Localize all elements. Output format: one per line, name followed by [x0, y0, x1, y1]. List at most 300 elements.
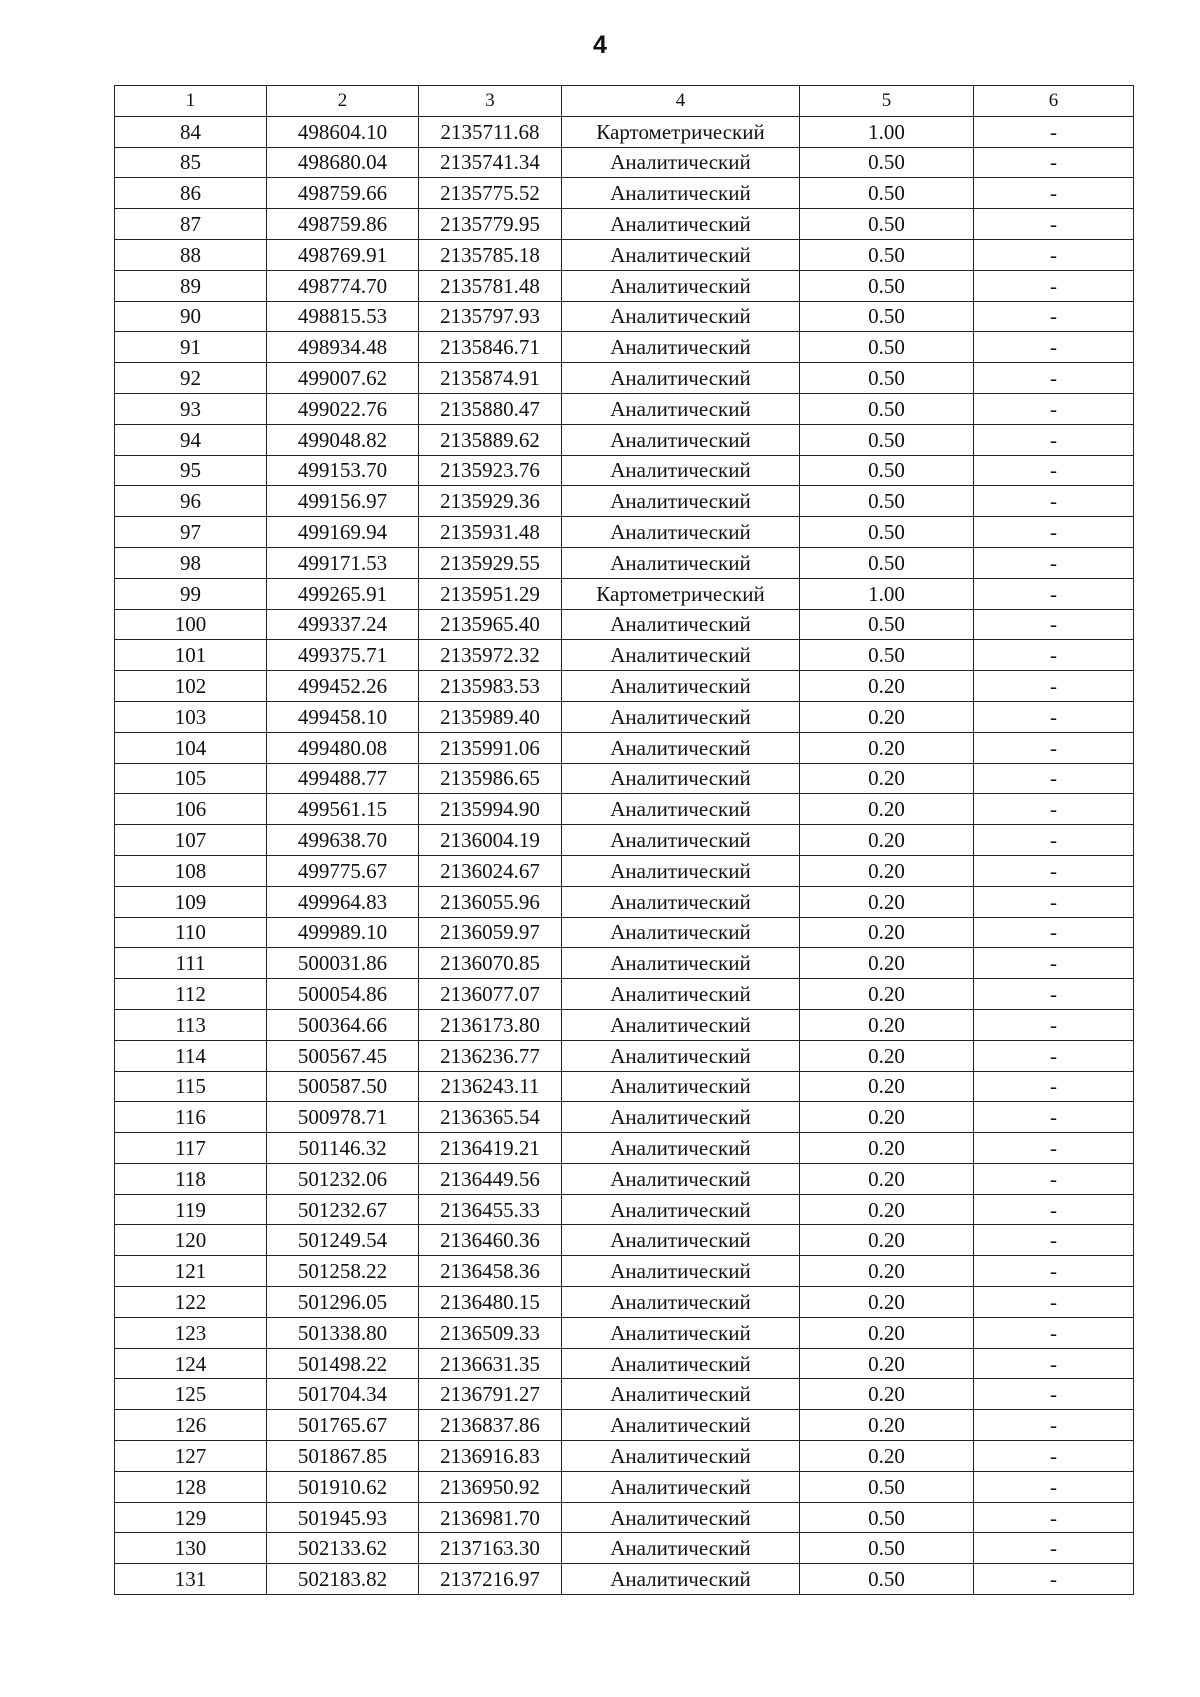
x-coordinate-cell: 501498.22 — [267, 1348, 419, 1379]
method-cell: Аналитический — [562, 1502, 800, 1533]
x-coordinate-cell: 499153.70 — [267, 455, 419, 486]
table-row — [115, 1287, 1134, 1318]
x-coordinate-cell: 501146.32 — [267, 1133, 419, 1164]
table-row — [115, 363, 1134, 394]
y-coordinate-cell: 2135965.40 — [419, 609, 562, 640]
point-number-cell: 101 — [115, 640, 267, 671]
point-number-cell: 121 — [115, 1256, 267, 1287]
x-coordinate-cell: 501232.67 — [267, 1194, 419, 1225]
description-cell: - — [974, 855, 1134, 886]
accuracy-cell: 0.20 — [800, 1379, 974, 1410]
y-coordinate-cell: 2135781.48 — [419, 270, 562, 301]
method-cell: Аналитический — [562, 1225, 800, 1256]
table-row — [115, 178, 1134, 209]
description-cell: - — [974, 1040, 1134, 1071]
table-row — [115, 1564, 1134, 1595]
y-coordinate-cell: 2136077.07 — [419, 979, 562, 1010]
method-cell: Аналитический — [562, 1410, 800, 1441]
method-cell: Аналитический — [562, 917, 800, 948]
method-cell: Аналитический — [562, 1471, 800, 1502]
accuracy-cell: 0.20 — [800, 701, 974, 732]
method-cell: Аналитический — [562, 671, 800, 702]
table-body — [115, 116, 1134, 1594]
point-number-cell: 131 — [115, 1564, 267, 1595]
x-coordinate-cell: 499022.76 — [267, 393, 419, 424]
y-coordinate-cell: 2136916.83 — [419, 1441, 562, 1472]
point-number-cell: 93 — [115, 393, 267, 424]
x-coordinate-cell: 499452.26 — [267, 671, 419, 702]
point-number-cell: 109 — [115, 886, 267, 917]
y-coordinate-cell: 2135889.62 — [419, 424, 562, 455]
accuracy-cell: 0.20 — [800, 825, 974, 856]
x-coordinate-cell: 500031.86 — [267, 948, 419, 979]
table-row — [115, 763, 1134, 794]
description-cell: - — [974, 147, 1134, 178]
y-coordinate-cell: 2135923.76 — [419, 455, 562, 486]
x-coordinate-cell: 501765.67 — [267, 1410, 419, 1441]
point-number-cell: 104 — [115, 732, 267, 763]
point-number-cell: 89 — [115, 270, 267, 301]
description-cell: - — [974, 701, 1134, 732]
method-cell: Аналитический — [562, 1564, 800, 1595]
accuracy-cell: 0.20 — [800, 855, 974, 886]
point-number-cell: 97 — [115, 517, 267, 548]
method-cell: Аналитический — [562, 1102, 800, 1133]
table-row — [115, 1071, 1134, 1102]
y-coordinate-cell: 2136460.36 — [419, 1225, 562, 1256]
method-cell: Аналитический — [562, 1379, 800, 1410]
accuracy-cell: 0.50 — [800, 424, 974, 455]
description-cell: - — [974, 948, 1134, 979]
description-cell: - — [974, 301, 1134, 332]
description-cell: - — [974, 1009, 1134, 1040]
y-coordinate-cell: 2136950.92 — [419, 1471, 562, 1502]
y-coordinate-cell: 2135991.06 — [419, 732, 562, 763]
x-coordinate-cell: 499989.10 — [267, 917, 419, 948]
table-row — [115, 609, 1134, 640]
y-coordinate-cell: 2135929.55 — [419, 547, 562, 578]
description-cell: - — [974, 424, 1134, 455]
method-cell: Аналитический — [562, 825, 800, 856]
accuracy-cell: 0.20 — [800, 1225, 974, 1256]
x-coordinate-cell: 498759.86 — [267, 209, 419, 240]
x-coordinate-cell: 501704.34 — [267, 1379, 419, 1410]
accuracy-cell: 1.00 — [800, 578, 974, 609]
description-cell: - — [974, 825, 1134, 856]
y-coordinate-cell: 2136837.86 — [419, 1410, 562, 1441]
method-cell: Аналитический — [562, 609, 800, 640]
y-coordinate-cell: 2136791.27 — [419, 1379, 562, 1410]
description-cell: - — [974, 393, 1134, 424]
column-header: 5 — [800, 86, 974, 117]
table-row — [115, 486, 1134, 517]
description-cell: - — [974, 640, 1134, 671]
x-coordinate-cell: 501338.80 — [267, 1317, 419, 1348]
accuracy-cell: 0.20 — [800, 671, 974, 702]
method-cell: Аналитический — [562, 178, 800, 209]
y-coordinate-cell: 2135741.34 — [419, 147, 562, 178]
description-cell: - — [974, 1287, 1134, 1318]
y-coordinate-cell: 2136173.80 — [419, 1009, 562, 1040]
accuracy-cell: 0.20 — [800, 732, 974, 763]
table-row — [115, 393, 1134, 424]
accuracy-cell: 0.50 — [800, 239, 974, 270]
accuracy-cell: 0.20 — [800, 1009, 974, 1040]
accuracy-cell: 0.50 — [800, 363, 974, 394]
method-cell: Аналитический — [562, 1133, 800, 1164]
point-number-cell: 116 — [115, 1102, 267, 1133]
table-row — [115, 1533, 1134, 1564]
accuracy-cell: 0.20 — [800, 948, 974, 979]
method-cell: Аналитический — [562, 1163, 800, 1194]
point-number-cell: 124 — [115, 1348, 267, 1379]
accuracy-cell: 0.20 — [800, 1317, 974, 1348]
x-coordinate-cell: 499337.24 — [267, 609, 419, 640]
description-cell: - — [974, 794, 1134, 825]
y-coordinate-cell: 2136070.85 — [419, 948, 562, 979]
table-row — [115, 671, 1134, 702]
table-row — [115, 1441, 1134, 1472]
accuracy-cell: 0.50 — [800, 1533, 974, 1564]
point-number-cell: 127 — [115, 1441, 267, 1472]
method-cell: Аналитический — [562, 147, 800, 178]
x-coordinate-cell: 499561.15 — [267, 794, 419, 825]
table-row — [115, 239, 1134, 270]
description-cell: - — [974, 1502, 1134, 1533]
accuracy-cell: 0.20 — [800, 1348, 974, 1379]
y-coordinate-cell: 2135986.65 — [419, 763, 562, 794]
table-row — [115, 547, 1134, 578]
point-number-cell: 111 — [115, 948, 267, 979]
column-header: 3 — [419, 86, 562, 117]
point-number-cell: 96 — [115, 486, 267, 517]
x-coordinate-cell: 498934.48 — [267, 332, 419, 363]
y-coordinate-cell: 2135983.53 — [419, 671, 562, 702]
y-coordinate-cell: 2137216.97 — [419, 1564, 562, 1595]
description-cell: - — [974, 1533, 1134, 1564]
accuracy-cell: 0.20 — [800, 763, 974, 794]
point-number-cell: 126 — [115, 1410, 267, 1441]
point-number-cell: 119 — [115, 1194, 267, 1225]
accuracy-cell: 0.20 — [800, 886, 974, 917]
description-cell: - — [974, 763, 1134, 794]
table-row — [115, 1040, 1134, 1071]
x-coordinate-cell: 499488.77 — [267, 763, 419, 794]
point-number-cell: 102 — [115, 671, 267, 702]
method-cell: Аналитический — [562, 1317, 800, 1348]
method-cell: Аналитический — [562, 855, 800, 886]
description-cell: - — [974, 1471, 1134, 1502]
description-cell: - — [974, 1102, 1134, 1133]
y-coordinate-cell: 2135972.32 — [419, 640, 562, 671]
method-cell: Аналитический — [562, 1441, 800, 1472]
method-cell: Аналитический — [562, 393, 800, 424]
method-cell: Аналитический — [562, 1009, 800, 1040]
description-cell: - — [974, 1133, 1134, 1164]
table-row — [115, 1256, 1134, 1287]
description-cell: - — [974, 671, 1134, 702]
description-cell: - — [974, 1564, 1134, 1595]
y-coordinate-cell: 2136055.96 — [419, 886, 562, 917]
accuracy-cell: 1.00 — [800, 116, 974, 147]
description-cell: - — [974, 116, 1134, 147]
table-row — [115, 147, 1134, 178]
y-coordinate-cell: 2135994.90 — [419, 794, 562, 825]
accuracy-cell: 0.20 — [800, 1071, 974, 1102]
description-cell: - — [974, 1410, 1134, 1441]
point-number-cell: 99 — [115, 578, 267, 609]
method-cell: Аналитический — [562, 732, 800, 763]
column-header: 6 — [974, 86, 1134, 117]
x-coordinate-cell: 501258.22 — [267, 1256, 419, 1287]
x-coordinate-cell: 501232.06 — [267, 1163, 419, 1194]
method-cell: Аналитический — [562, 886, 800, 917]
accuracy-cell: 0.50 — [800, 609, 974, 640]
y-coordinate-cell: 2135929.36 — [419, 486, 562, 517]
y-coordinate-cell: 2135989.40 — [419, 701, 562, 732]
method-cell: Аналитический — [562, 701, 800, 732]
y-coordinate-cell: 2135797.93 — [419, 301, 562, 332]
point-number-cell: 94 — [115, 424, 267, 455]
y-coordinate-cell: 2136059.97 — [419, 917, 562, 948]
x-coordinate-cell: 498680.04 — [267, 147, 419, 178]
table-row — [115, 886, 1134, 917]
accuracy-cell: 0.20 — [800, 917, 974, 948]
description-cell: - — [974, 517, 1134, 548]
description-cell: - — [974, 270, 1134, 301]
point-number-cell: 122 — [115, 1287, 267, 1318]
table-row — [115, 578, 1134, 609]
accuracy-cell: 0.50 — [800, 1502, 974, 1533]
x-coordinate-cell: 499156.97 — [267, 486, 419, 517]
x-coordinate-cell: 502183.82 — [267, 1564, 419, 1595]
table-row — [115, 701, 1134, 732]
accuracy-cell: 0.50 — [800, 640, 974, 671]
table-row — [115, 1133, 1134, 1164]
x-coordinate-cell: 501249.54 — [267, 1225, 419, 1256]
point-number-cell: 87 — [115, 209, 267, 240]
accuracy-cell: 0.50 — [800, 147, 974, 178]
table-row — [115, 917, 1134, 948]
table-row — [115, 1379, 1134, 1410]
description-cell: - — [974, 1163, 1134, 1194]
y-coordinate-cell: 2135874.91 — [419, 363, 562, 394]
method-cell: Аналитический — [562, 332, 800, 363]
accuracy-cell: 0.20 — [800, 1410, 974, 1441]
method-cell: Аналитический — [562, 1071, 800, 1102]
x-coordinate-cell: 501296.05 — [267, 1287, 419, 1318]
page-number: 4 — [593, 31, 607, 59]
description-cell: - — [974, 178, 1134, 209]
point-number-cell: 106 — [115, 794, 267, 825]
column-header: 1 — [115, 86, 267, 117]
description-cell: - — [974, 1256, 1134, 1287]
y-coordinate-cell: 2135775.52 — [419, 178, 562, 209]
header-row — [115, 86, 1134, 117]
point-number-cell: 110 — [115, 917, 267, 948]
table-row — [115, 979, 1134, 1010]
table-row — [115, 209, 1134, 240]
y-coordinate-cell: 2136981.70 — [419, 1502, 562, 1533]
method-cell: Аналитический — [562, 486, 800, 517]
accuracy-cell: 0.50 — [800, 547, 974, 578]
method-cell: Аналитический — [562, 1287, 800, 1318]
x-coordinate-cell: 502133.62 — [267, 1533, 419, 1564]
description-cell: - — [974, 239, 1134, 270]
accuracy-cell: 0.50 — [800, 517, 974, 548]
table-row — [115, 855, 1134, 886]
accuracy-cell: 0.50 — [800, 486, 974, 517]
x-coordinate-cell: 499638.70 — [267, 825, 419, 856]
accuracy-cell: 0.50 — [800, 178, 974, 209]
method-cell: Аналитический — [562, 948, 800, 979]
table-row — [115, 1502, 1134, 1533]
description-cell: - — [974, 917, 1134, 948]
table-row — [115, 455, 1134, 486]
accuracy-cell: 0.20 — [800, 1441, 974, 1472]
table-row — [115, 1471, 1134, 1502]
y-coordinate-cell: 2136631.35 — [419, 1348, 562, 1379]
point-number-cell: 88 — [115, 239, 267, 270]
y-coordinate-cell: 2136449.56 — [419, 1163, 562, 1194]
x-coordinate-cell: 498774.70 — [267, 270, 419, 301]
y-coordinate-cell: 2136419.21 — [419, 1133, 562, 1164]
y-coordinate-cell: 2136509.33 — [419, 1317, 562, 1348]
point-number-cell: 108 — [115, 855, 267, 886]
description-cell: - — [974, 486, 1134, 517]
y-coordinate-cell: 2136455.33 — [419, 1194, 562, 1225]
description-cell: - — [974, 609, 1134, 640]
y-coordinate-cell: 2135785.18 — [419, 239, 562, 270]
x-coordinate-cell: 500978.71 — [267, 1102, 419, 1133]
table-row — [115, 825, 1134, 856]
description-cell: - — [974, 1348, 1134, 1379]
method-cell: Аналитический — [562, 1256, 800, 1287]
description-cell: - — [974, 1071, 1134, 1102]
x-coordinate-cell: 499480.08 — [267, 732, 419, 763]
description-cell: - — [974, 979, 1134, 1010]
x-coordinate-cell: 499171.53 — [267, 547, 419, 578]
point-number-cell: 95 — [115, 455, 267, 486]
method-cell: Аналитический — [562, 979, 800, 1010]
y-coordinate-cell: 2135779.95 — [419, 209, 562, 240]
table-row — [115, 424, 1134, 455]
table-row — [115, 301, 1134, 332]
column-header: 2 — [267, 86, 419, 117]
accuracy-cell: 0.20 — [800, 1163, 974, 1194]
x-coordinate-cell: 498759.66 — [267, 178, 419, 209]
accuracy-cell: 0.50 — [800, 1471, 974, 1502]
x-coordinate-cell: 499169.94 — [267, 517, 419, 548]
accuracy-cell: 0.20 — [800, 1287, 974, 1318]
point-number-cell: 130 — [115, 1533, 267, 1564]
method-cell: Аналитический — [562, 1040, 800, 1071]
method-cell: Аналитический — [562, 517, 800, 548]
accuracy-cell: 0.20 — [800, 794, 974, 825]
description-cell: - — [974, 886, 1134, 917]
description-cell: - — [974, 578, 1134, 609]
point-number-cell: 112 — [115, 979, 267, 1010]
method-cell: Аналитический — [562, 424, 800, 455]
column-header: 4 — [562, 86, 800, 117]
point-number-cell: 98 — [115, 547, 267, 578]
x-coordinate-cell: 500587.50 — [267, 1071, 419, 1102]
point-number-cell: 115 — [115, 1071, 267, 1102]
table-row — [115, 1348, 1134, 1379]
y-coordinate-cell: 2136365.54 — [419, 1102, 562, 1133]
method-cell: Аналитический — [562, 1348, 800, 1379]
y-coordinate-cell: 2136458.36 — [419, 1256, 562, 1287]
point-number-cell: 117 — [115, 1133, 267, 1164]
point-number-cell: 114 — [115, 1040, 267, 1071]
method-cell: Аналитический — [562, 239, 800, 270]
x-coordinate-cell: 500364.66 — [267, 1009, 419, 1040]
method-cell: Аналитический — [562, 763, 800, 794]
y-coordinate-cell: 2136243.11 — [419, 1071, 562, 1102]
accuracy-cell: 0.20 — [800, 1194, 974, 1225]
accuracy-cell: 0.50 — [800, 332, 974, 363]
coordinates-table — [114, 85, 1134, 1595]
description-cell: - — [974, 1225, 1134, 1256]
method-cell: Аналитический — [562, 1533, 800, 1564]
point-number-cell: 125 — [115, 1379, 267, 1410]
x-coordinate-cell: 501945.93 — [267, 1502, 419, 1533]
accuracy-cell: 0.20 — [800, 979, 974, 1010]
table-row — [115, 640, 1134, 671]
table-row — [115, 1317, 1134, 1348]
point-number-cell: 107 — [115, 825, 267, 856]
point-number-cell: 85 — [115, 147, 267, 178]
x-coordinate-cell: 499964.83 — [267, 886, 419, 917]
table-row — [115, 1410, 1134, 1441]
table-row — [115, 1163, 1134, 1194]
y-coordinate-cell: 2137163.30 — [419, 1533, 562, 1564]
point-number-cell: 113 — [115, 1009, 267, 1040]
accuracy-cell: 0.20 — [800, 1040, 974, 1071]
method-cell: Аналитический — [562, 794, 800, 825]
description-cell: - — [974, 547, 1134, 578]
table-row — [115, 116, 1134, 147]
point-number-cell: 91 — [115, 332, 267, 363]
table-row — [115, 270, 1134, 301]
accuracy-cell: 0.50 — [800, 270, 974, 301]
y-coordinate-cell: 2136236.77 — [419, 1040, 562, 1071]
x-coordinate-cell: 499007.62 — [267, 363, 419, 394]
method-cell: Картометрический — [562, 116, 800, 147]
y-coordinate-cell: 2136024.67 — [419, 855, 562, 886]
x-coordinate-cell: 499048.82 — [267, 424, 419, 455]
method-cell: Аналитический — [562, 455, 800, 486]
y-coordinate-cell: 2136004.19 — [419, 825, 562, 856]
point-number-cell: 84 — [115, 116, 267, 147]
y-coordinate-cell: 2135846.71 — [419, 332, 562, 363]
point-number-cell: 100 — [115, 609, 267, 640]
description-cell: - — [974, 363, 1134, 394]
description-cell: - — [974, 332, 1134, 363]
accuracy-cell: 0.20 — [800, 1102, 974, 1133]
x-coordinate-cell: 500567.45 — [267, 1040, 419, 1071]
point-number-cell: 128 — [115, 1471, 267, 1502]
accuracy-cell: 0.50 — [800, 301, 974, 332]
method-cell: Аналитический — [562, 301, 800, 332]
y-coordinate-cell: 2135931.48 — [419, 517, 562, 548]
accuracy-cell: 0.50 — [800, 455, 974, 486]
table-row — [115, 332, 1134, 363]
point-number-cell: 123 — [115, 1317, 267, 1348]
accuracy-cell: 0.50 — [800, 209, 974, 240]
y-coordinate-cell: 2136480.15 — [419, 1287, 562, 1318]
x-coordinate-cell: 500054.86 — [267, 979, 419, 1010]
